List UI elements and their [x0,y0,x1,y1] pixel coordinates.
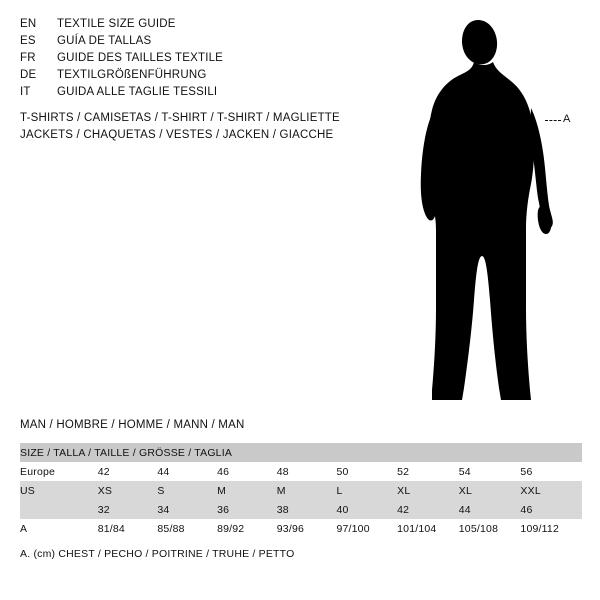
table-row [20,519,582,538]
language-row [20,50,380,67]
table-cell: 36 [217,500,277,519]
table-cell: 97/100 [336,519,397,538]
table-row-header [20,443,582,462]
table-cell: XS [98,481,158,500]
size-table-wrap [20,443,582,538]
row-label: US [20,481,98,500]
table-row [20,462,582,481]
language-row [20,33,380,50]
table-cell: XXL [520,481,582,500]
category-block [20,110,440,144]
table-cell: 85/88 [157,519,217,538]
table-cell: 46 [520,500,582,519]
language-row [20,84,380,101]
table-cell: XL [397,481,459,500]
table-cell: 93/96 [277,519,337,538]
language-code: EN [20,18,37,30]
table-cell: 101/104 [397,519,459,538]
table-cell: 105/108 [459,519,521,538]
language-code: ES [20,35,36,47]
table-cell: 42 [98,462,158,481]
size-table [20,443,582,538]
row-label: Europe [20,462,98,481]
table-cell: 54 [459,462,521,481]
table-cell: 32 [98,500,158,519]
table-cell: 42 [397,500,459,519]
table-cell: 38 [277,500,337,519]
table-cell: 50 [336,462,397,481]
category-line-tshirts: T-SHIRTS / CAMISETAS / T-SHIRT / T-SHIRT / MAGLIETTE [20,112,340,124]
row-label [20,500,98,519]
table-cell: 44 [157,462,217,481]
table-cell: L [336,481,397,500]
row-label: A [20,519,98,538]
table-cell: 52 [397,462,459,481]
language-code: FR [20,52,36,64]
table-cell: 89/92 [217,519,277,538]
table-cell: XL [459,481,521,500]
table-cell: 109/112 [520,519,582,538]
footnote: A. (cm) CHEST / PECHO / POITRINE / TRUHE / PETTO [20,548,295,560]
language-row [20,16,380,33]
table-cell: 81/84 [98,519,158,538]
language-text: GUÍA DE TALLAS [57,35,152,47]
measure-label-a: A [563,113,571,125]
table-cell: 56 [520,462,582,481]
table-cell: 34 [157,500,217,519]
measure-leader-line [545,120,561,122]
category-line-jackets: JACKETS / CHAQUETAS / VESTES / JACKEN / GIACCHE [20,129,334,141]
language-text: GUIDE DES TAILLES TEXTILE [57,52,224,64]
language-code: DE [20,69,37,81]
table-cell: 46 [217,462,277,481]
table-cell: M [277,481,337,500]
table-cell: 40 [336,500,397,519]
table-row [20,481,582,500]
table-cell: M [217,481,277,500]
table-cell: 44 [459,500,521,519]
language-text: TEXTILE SIZE GUIDE [57,18,176,30]
language-code: IT [20,86,31,98]
language-row [20,67,380,84]
table-row [20,500,582,519]
language-header-block [20,16,380,101]
language-text: TEXTILGRÖßENFÜHRUNG [57,69,207,81]
language-text: GUIDA ALLE TAGLIE TESSILI [57,86,218,98]
male-silhouette-icon [400,8,600,408]
table-header-label: SIZE / TALLA / TAILLE / GRÖSSE / TAGLIA [20,443,582,462]
figure-illustration [400,8,600,408]
table-cell: S [157,481,217,500]
table-cell: 48 [277,462,337,481]
table-title: MAN / HOMBRE / HOMME / MANN / MAN [20,419,245,431]
